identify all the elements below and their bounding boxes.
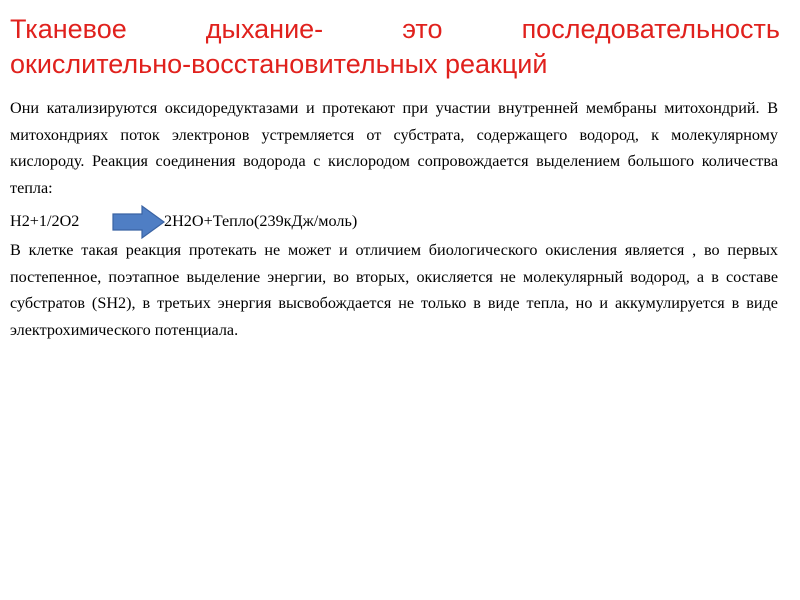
title-line-2: окислительно-восстановительных реакций — [10, 49, 548, 79]
title-word: последовательность — [521, 14, 780, 44]
title-word: это — [402, 14, 443, 44]
equation-reactants: H2+1/2O2 — [10, 212, 80, 230]
right-arrow-icon — [112, 204, 166, 240]
title-line-1 — [10, 12, 780, 47]
equation-products: 2H2O+Тепло(239кДж/моль) — [164, 212, 358, 230]
paragraph-2: В клетке такая реакция протекать не может и отличием биологического окисления является , во первых постепенное, поэтапное выделение энергии, во вторых, окисляется не молекулярный водород, а в составе субстратов (SH2), в третьих энергия высвобождается не только в виде тепла, но и аккумулируется в виде электрохимического потенциала. — [10, 241, 778, 339]
title-word: Тканевое — [10, 14, 127, 44]
slide-title — [10, 12, 780, 82]
title-word: дыхание- — [205, 14, 324, 44]
slide-body — [10, 95, 778, 348]
paragraph-1: Они катализируются оксидоредуктазами и протекают при участии внутренней мембраны митохондрий. В митохондриях поток электронов устремляется от субстрата, содержащего водород, к молекулярному кислороду. Реакция соединения водорода с кислородом сопровождается выделением большого количества тепла: — [10, 99, 778, 197]
reaction-equation — [10, 206, 778, 235]
